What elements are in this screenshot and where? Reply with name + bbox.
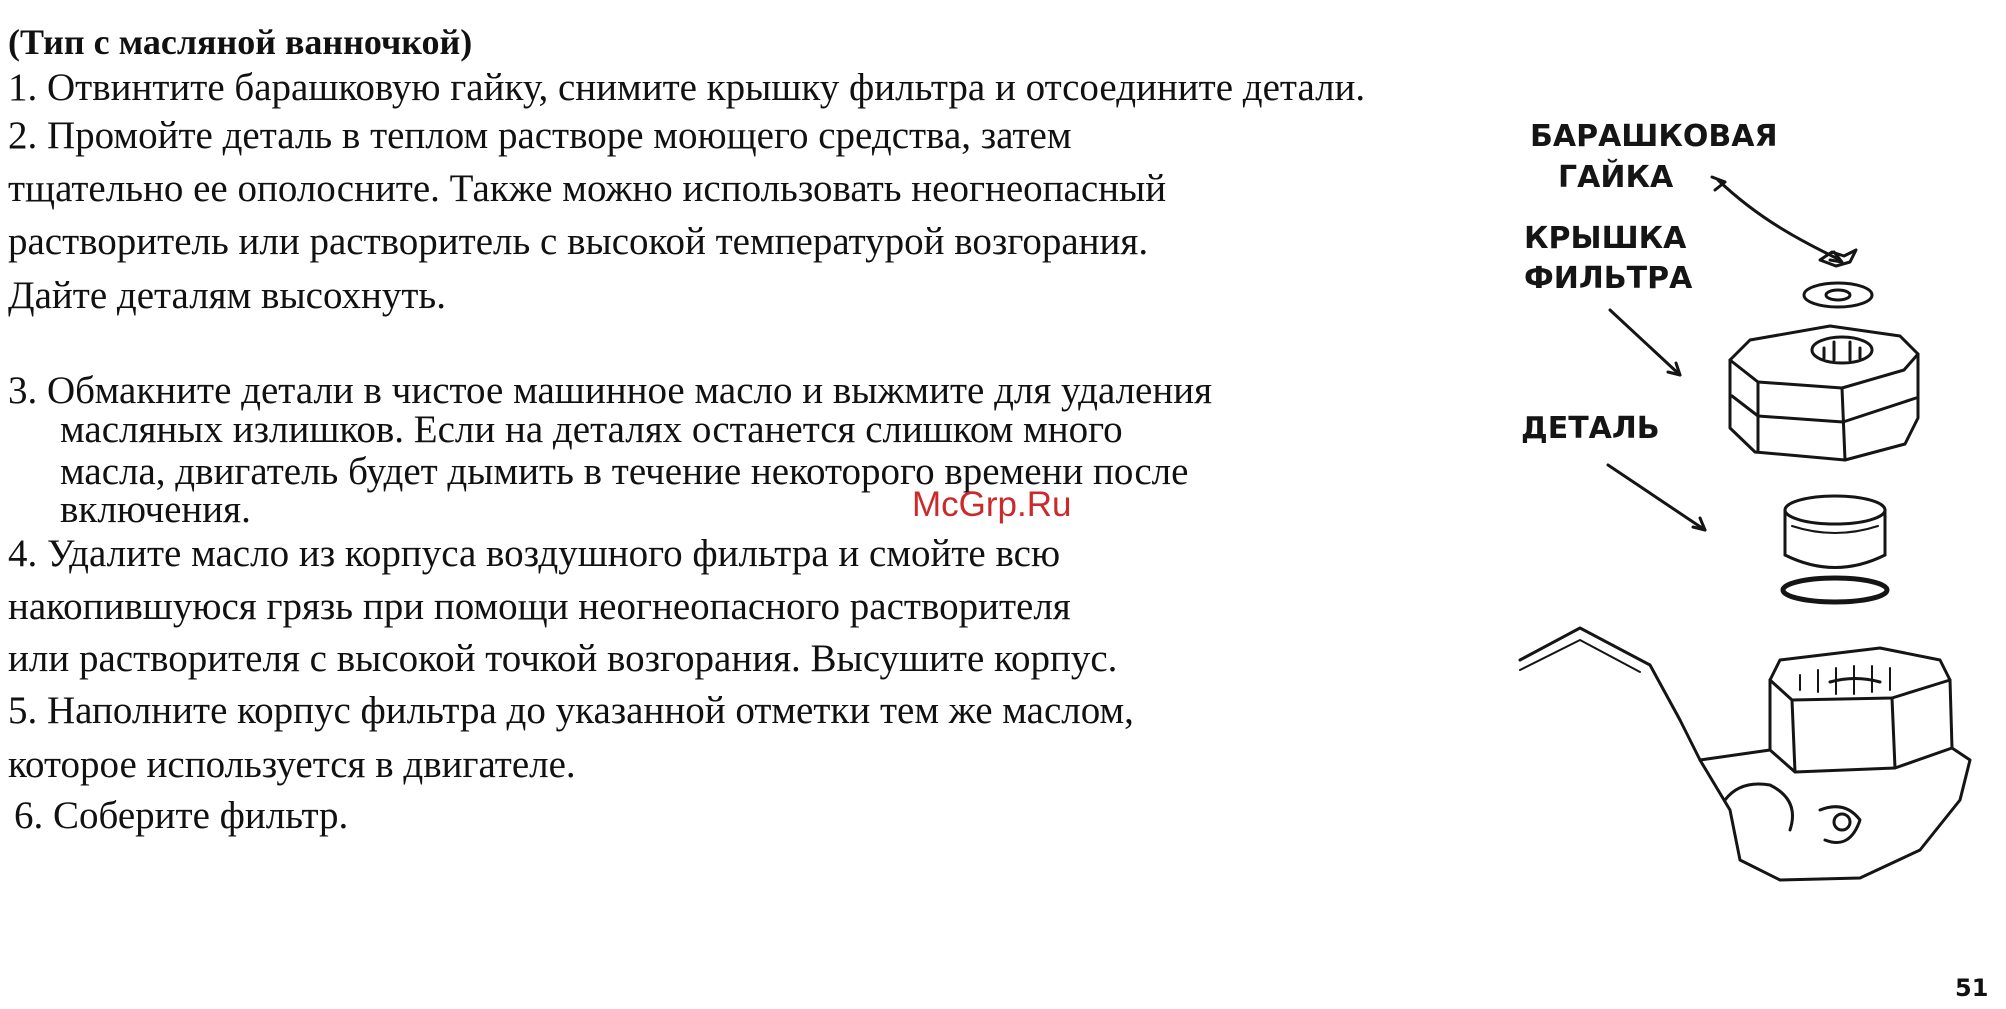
step-2-line-1: 2. Промойте деталь в теплом растворе моющего средства, затем — [8, 114, 1072, 157]
step-3-line-2: масляных излишков. Если на деталях останется слишком много — [60, 408, 1123, 451]
step-5-line-1: 5. Наполните корпус фильтра до указанной отметки тем же маслом, — [8, 689, 1134, 732]
page-number: 51 — [1955, 974, 1989, 1002]
step-4-line-2: накопившуюся грязь при помощи неогнеопасного растворителя — [8, 585, 1071, 628]
step-2-line-4: Дайте деталям высохнуть. — [8, 274, 446, 317]
label-wing-nut-line-2: ГАЙКА — [1558, 160, 1674, 195]
label-wing-nut-line-1: БАРАШКОВАЯ — [1530, 119, 1778, 154]
step-3-line-1: 3. Обмакните детали в чистое машинное масло и выжмите для удаления — [8, 369, 1213, 412]
label-element: ДЕТАЛЬ — [1521, 411, 1660, 446]
step-2-line-3: растворитель или растворитель с высокой температурой возгорания. — [8, 220, 1149, 263]
air-filter-exploded-diagram — [1500, 160, 1980, 940]
watermark: McGrp.Ru — [912, 485, 1072, 524]
step-2-line-2: тщательно ее ополосните. Также можно использовать неогнеопасный — [8, 167, 1167, 210]
step-4-line-3: или растворителя с высокой точкой возгорания. Высушите корпус. — [8, 637, 1118, 680]
section-heading: (Тип с масляной ванночкой) — [8, 22, 473, 62]
step-6-line: 6. Соберите фильтр. — [14, 794, 349, 837]
label-cover-line-1: КРЫШКА — [1524, 221, 1687, 256]
label-cover-line-2: ФИЛЬТРА — [1524, 261, 1693, 296]
step-3-line-3: масла, двигатель будет дымить в течение некоторого времени после — [60, 450, 1189, 493]
step-1-line: 1. Отвинтите барашковую гайку, снимите крышку фильтра и отсоедините детали. — [8, 66, 1366, 109]
step-3-line-4: включения. — [60, 488, 251, 531]
step-5-line-2: которое используется в двигателе. — [8, 743, 576, 786]
step-4-line-1: 4. Удалите масло из корпуса воздушного фильтра и смойте всю — [8, 532, 1061, 575]
